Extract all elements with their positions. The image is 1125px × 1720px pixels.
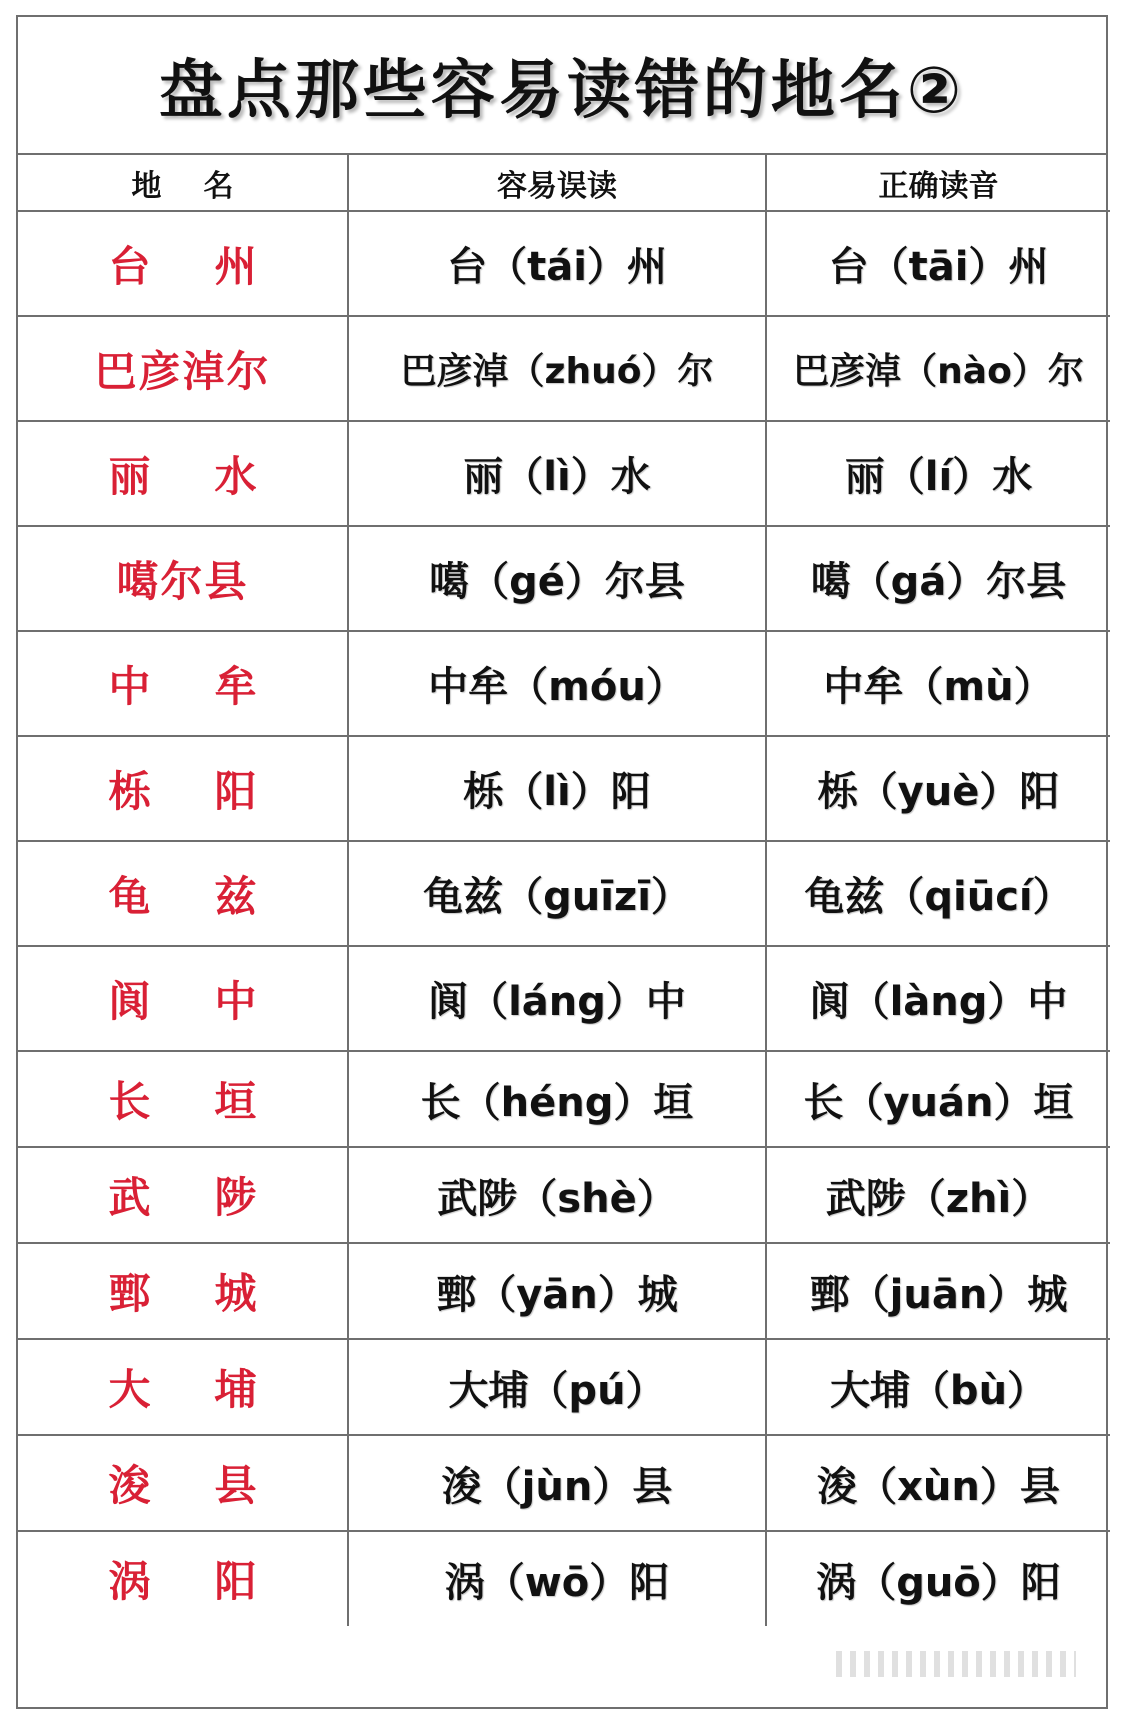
column-header-place: 地名	[18, 155, 348, 211]
column-header-misread: 容易误读	[348, 155, 766, 211]
table-row	[18, 1051, 1110, 1147]
table-row	[18, 1243, 1110, 1339]
misread-cell: 鄄（yān）城	[348, 1243, 766, 1339]
table-row	[18, 1147, 1110, 1243]
place-name-cell: 涡阳	[18, 1531, 348, 1626]
correct-reading-cell: 长（yuán）垣	[766, 1051, 1110, 1147]
table-row	[18, 1531, 1110, 1626]
reading-table-sheet	[16, 15, 1108, 1709]
correct-reading-cell: 武陟（zhì）	[766, 1147, 1110, 1243]
correct-reading-cell: 阆（làng）中	[766, 946, 1110, 1051]
table-row	[18, 631, 1110, 736]
misread-cell: 长（héng）垣	[348, 1051, 766, 1147]
misread-cell: 噶（gé）尔县	[348, 526, 766, 631]
correct-reading-cell: 中牟（mù）	[766, 631, 1110, 736]
place-name-cell: 台州	[18, 211, 348, 316]
misread-cell: 大埔（pú）	[348, 1339, 766, 1435]
correct-reading-cell: 巴彦淖（nào）尔	[766, 316, 1110, 421]
place-name-cell: 噶尔县	[18, 526, 348, 631]
misread-cell: 台（tái）州	[348, 211, 766, 316]
correct-reading-cell: 涡（guō）阳	[766, 1531, 1110, 1626]
misread-cell: 龟兹（guīzī）	[348, 841, 766, 946]
misread-cell: 浚（jùn）县	[348, 1435, 766, 1531]
correct-reading-cell: 龟兹（qiūcí）	[766, 841, 1110, 946]
table-row	[18, 841, 1110, 946]
misread-cell: 中牟（móu）	[348, 631, 766, 736]
table-row	[18, 736, 1110, 841]
place-name-cell: 浚县	[18, 1435, 348, 1531]
place-name-cell: 阆中	[18, 946, 348, 1051]
correct-reading-cell: 噶（gá）尔县	[766, 526, 1110, 631]
place-name-cell: 栎阳	[18, 736, 348, 841]
place-name-cell: 武陟	[18, 1147, 348, 1243]
correct-reading-cell: 栎（yuè）阳	[766, 736, 1110, 841]
table-row	[18, 316, 1110, 421]
misread-cell: 武陟（shè）	[348, 1147, 766, 1243]
correct-reading-cell: 台（tāi）州	[766, 211, 1110, 316]
misread-cell: 巴彦淖（zhuó）尔	[348, 316, 766, 421]
correct-reading-cell: 丽（lí）水	[766, 421, 1110, 526]
misread-cell: 阆（láng）中	[348, 946, 766, 1051]
place-name-cell: 中牟	[18, 631, 348, 736]
table-row	[18, 1339, 1110, 1435]
correct-reading-cell: 鄄（juān）城	[766, 1243, 1110, 1339]
header-row	[18, 155, 1110, 211]
place-name-cell: 长垣	[18, 1051, 348, 1147]
table-row	[18, 526, 1110, 631]
watermark	[836, 1651, 1076, 1677]
table-row	[18, 421, 1110, 526]
misread-cell: 丽（lì）水	[348, 421, 766, 526]
table-row	[18, 946, 1110, 1051]
correct-reading-cell: 大埔（bù）	[766, 1339, 1110, 1435]
misread-cell: 栎（lì）阳	[348, 736, 766, 841]
misread-cell: 涡（wō）阳	[348, 1531, 766, 1626]
table-row	[18, 1435, 1110, 1531]
place-name-table	[18, 155, 1110, 1626]
place-name-cell: 龟兹	[18, 841, 348, 946]
column-header-correct: 正确读音	[766, 155, 1110, 211]
page-title: 盘点那些容易读错的地名②	[18, 17, 1106, 155]
place-name-cell: 大埔	[18, 1339, 348, 1435]
correct-reading-cell: 浚（xùn）县	[766, 1435, 1110, 1531]
place-name-cell: 鄄城	[18, 1243, 348, 1339]
place-name-cell: 丽水	[18, 421, 348, 526]
table-row	[18, 211, 1110, 316]
place-name-cell: 巴彦淖尔	[18, 316, 348, 421]
